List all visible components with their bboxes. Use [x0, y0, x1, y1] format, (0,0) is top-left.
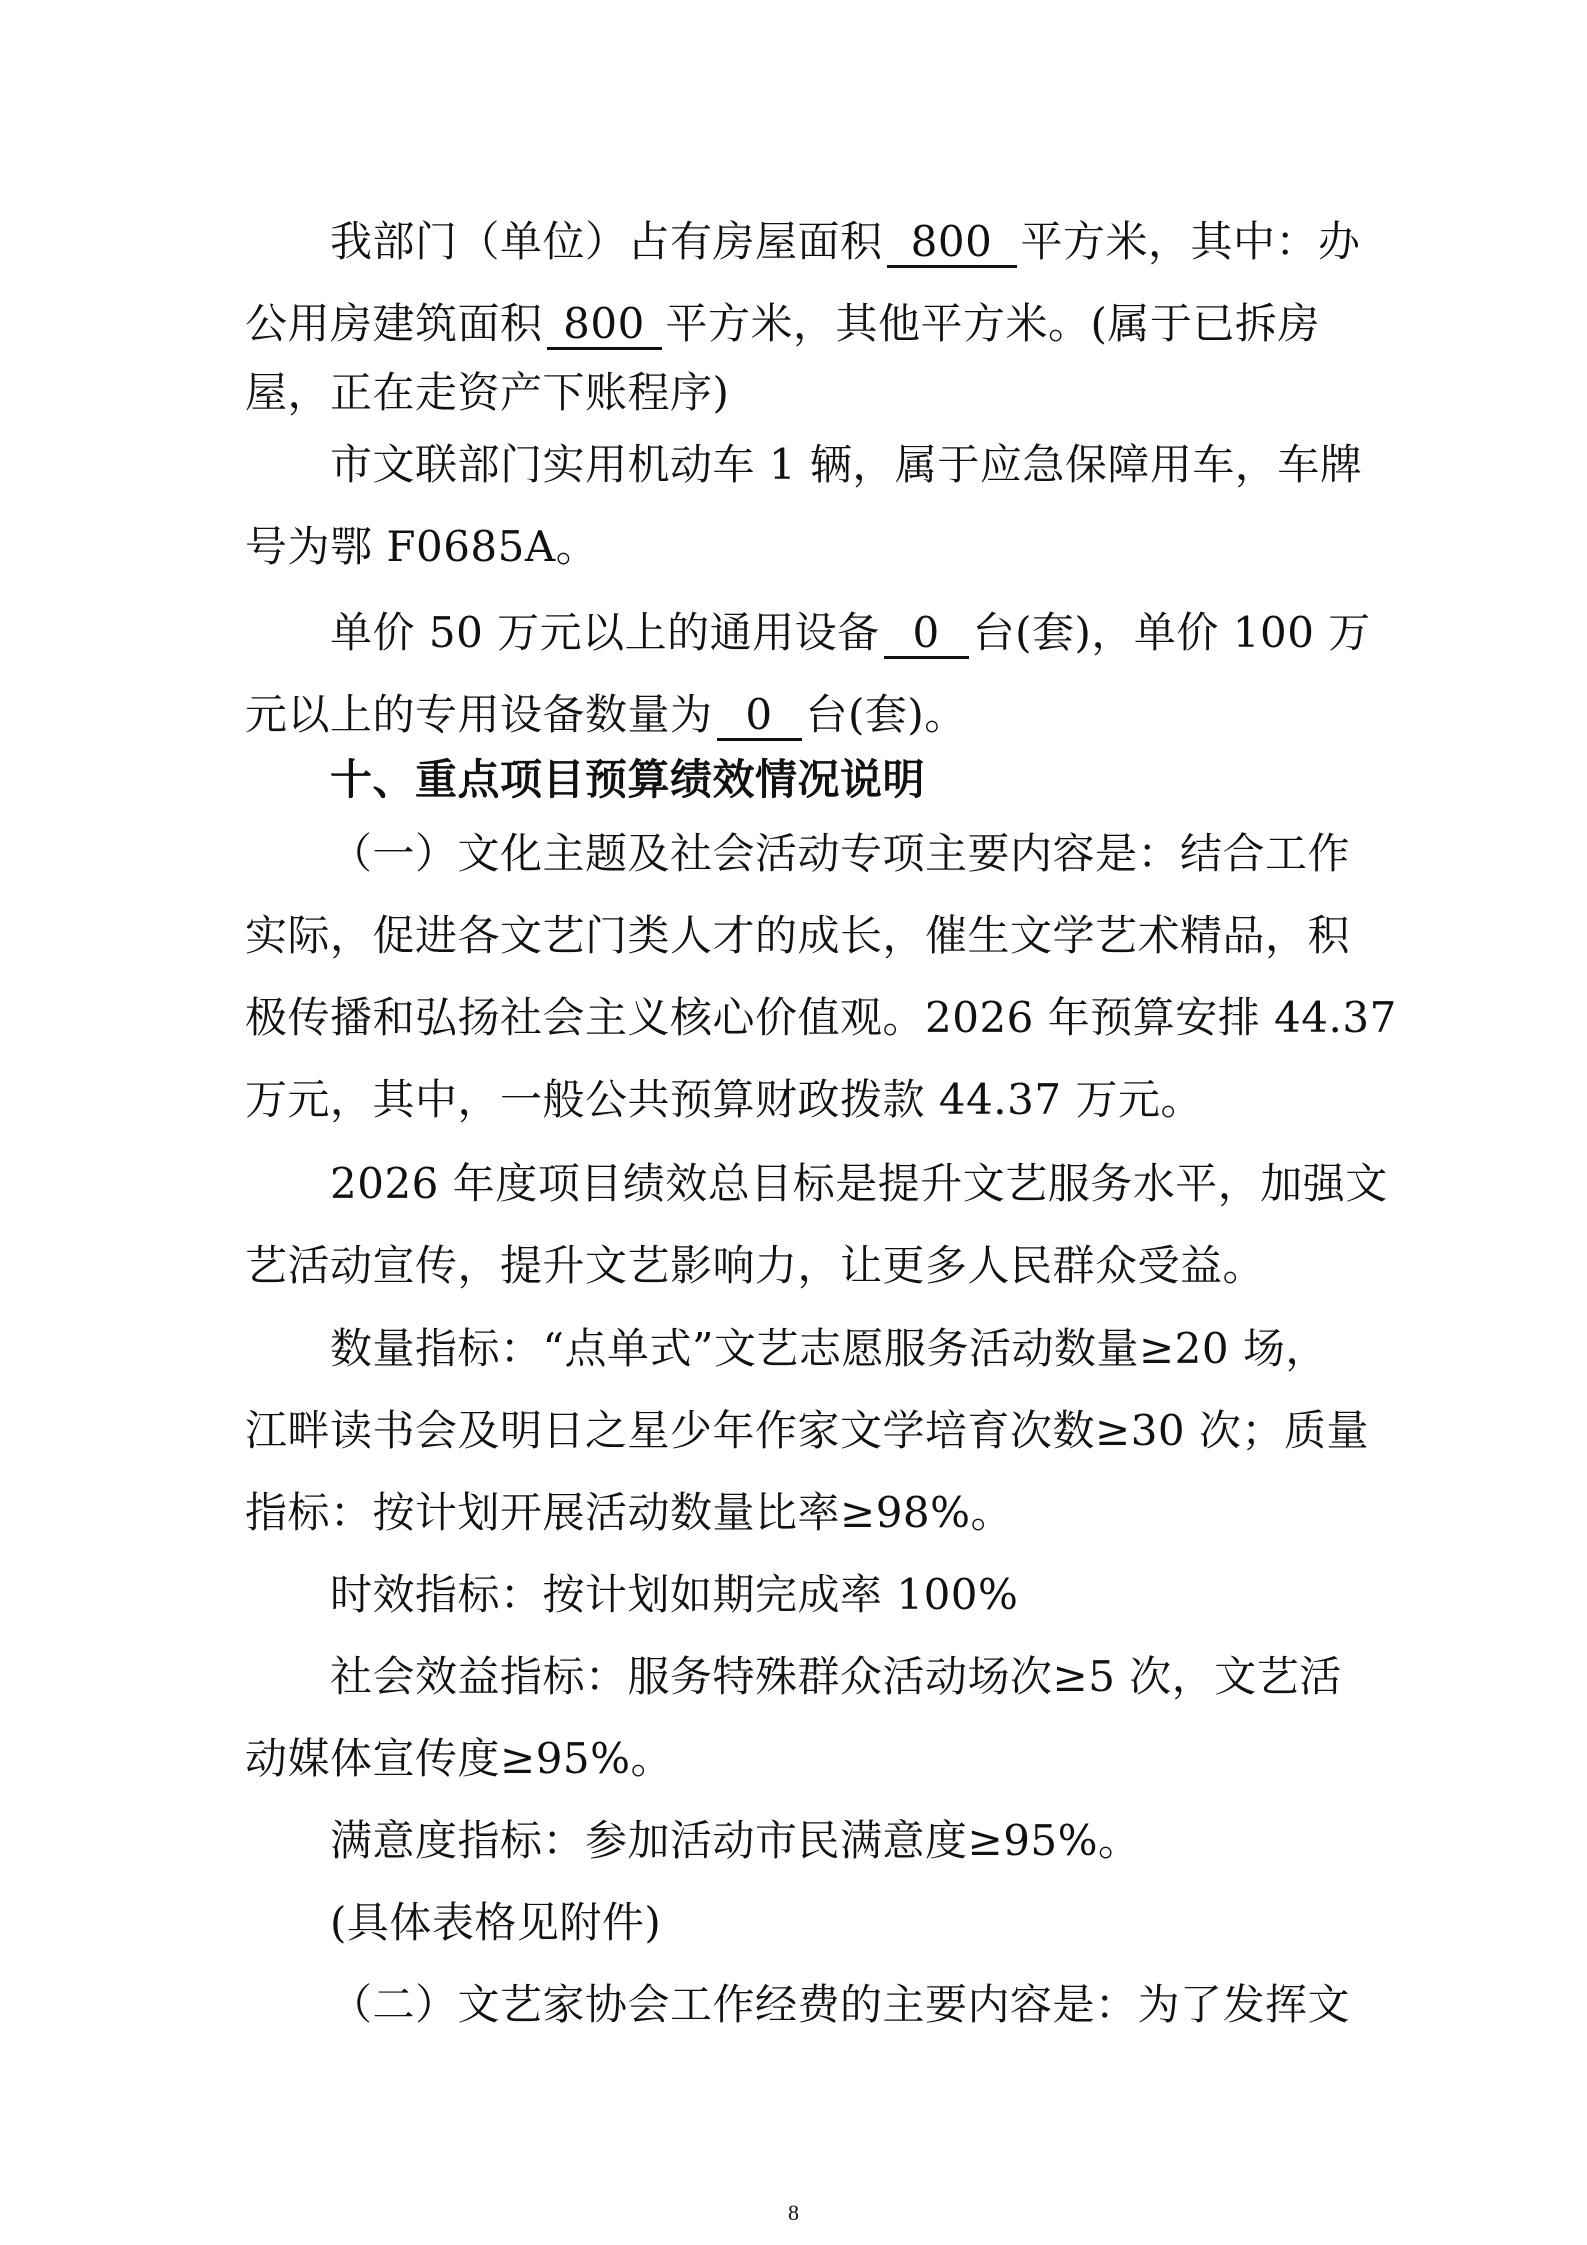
text: 单价 50 万元以上的通用设备 [330, 608, 880, 657]
paragraph-project2-line-1 [330, 1977, 1350, 2033]
underlined-value-special-equipment: 0 [717, 692, 802, 741]
text: 台(套)。 [805, 690, 967, 739]
paragraph-project1-line-3 [245, 990, 1397, 1046]
text: 我部门（单位）占有房屋面积 [330, 217, 883, 266]
paragraph-timeliness-line-1 [330, 1567, 1018, 1623]
text: 实际，促进各文艺门类人才的成长，催生文学艺术精品，积 [245, 911, 1351, 960]
paragraph-project1-line-1 [330, 826, 1350, 882]
section-heading [330, 752, 925, 808]
paragraph-project1-line-4 [245, 1072, 1203, 1128]
text: 极传播和弘扬社会主义核心价值观。2026 年预算安排 44.37 [245, 993, 1397, 1042]
text: 时效指标：按计划如期完成率 100% [330, 1570, 1019, 1619]
underlined-value-general-equipment: 0 [884, 610, 969, 659]
paragraph-goal-line-2 [245, 1238, 1265, 1294]
paragraph-attachment-note [330, 1895, 661, 1951]
paragraph-quantity-line-3 [245, 1485, 1013, 1541]
text: 数量指标：“点单式”文艺志愿服务活动数量≥20 场， [330, 1324, 1328, 1373]
text: (具体表格见附件) [330, 1898, 662, 1947]
text: 2026 年度项目绩效总目标是提升文艺服务水平，加强文 [330, 1159, 1388, 1208]
page-number: 8 [788, 2200, 799, 2225]
text: （一）文化主题及社会活动专项主要内容是：结合工作 [330, 829, 1351, 878]
paragraph-satisfaction-line-1 [330, 1813, 1141, 1869]
underlined-value-housing-area: 800 [887, 219, 1017, 268]
text: 江畔读书会及明日之星少年作家文学培育次数≥30 次；质量 [245, 1406, 1369, 1455]
text: 满意度指标：参加活动市民满意度≥95%。 [330, 1816, 1141, 1865]
paragraph-vehicle-line-2 [245, 519, 598, 575]
paragraph-equipment-line-2 [245, 687, 967, 743]
paragraph-social-line-1 [330, 1649, 1342, 1705]
paragraph-housing-line-3 [245, 365, 729, 421]
paragraph-social-line-2 [245, 1731, 673, 1787]
paragraph-quantity-line-2 [245, 1403, 1369, 1459]
paragraph-vehicle-line-1 [330, 437, 1362, 493]
text: 社会效益指标：服务特殊群众活动场次≥5 次，文艺活 [330, 1652, 1342, 1701]
text: 号为鄂 F0685A。 [245, 522, 599, 571]
text: 公用房建筑面积 [245, 299, 543, 348]
paragraph-quantity-line-1 [330, 1321, 1328, 1377]
text: 屋，正在走资产下账程序) [245, 368, 730, 417]
paragraph-equipment-line-1 [330, 605, 1371, 661]
text: 万元，其中，一般公共预算财政拨款 44.37 万元。 [245, 1075, 1203, 1124]
text: 平方米，其中：办 [1020, 217, 1361, 266]
text: 指标：按计划开展活动数量比率≥98%。 [245, 1488, 1014, 1537]
paragraph-housing-line-1 [330, 214, 1361, 270]
text: 台(套)，单价 100 万 [972, 608, 1371, 657]
text: （二）文艺家协会工作经费的主要内容是：为了发挥文 [330, 1980, 1351, 2029]
underlined-value-office-area: 800 [547, 301, 662, 350]
text: 动媒体宣传度≥95%。 [245, 1734, 674, 1783]
heading-text: 十、重点项目预算绩效情况说明 [330, 755, 926, 804]
text: 艺活动宣传，提升文艺影响力，让更多人民群众受益。 [245, 1241, 1266, 1290]
paragraph-goal-line-1 [330, 1156, 1388, 1212]
text: 市文联部门实用机动车 1 辆，属于应急保障用车，车牌 [330, 440, 1363, 489]
paragraph-project1-line-2 [245, 908, 1350, 964]
text: 平方米，其他平方米。(属于已拆房 [665, 299, 1320, 348]
paragraph-housing-line-2 [245, 296, 1320, 352]
text: 元以上的专用设备数量为 [245, 690, 713, 739]
